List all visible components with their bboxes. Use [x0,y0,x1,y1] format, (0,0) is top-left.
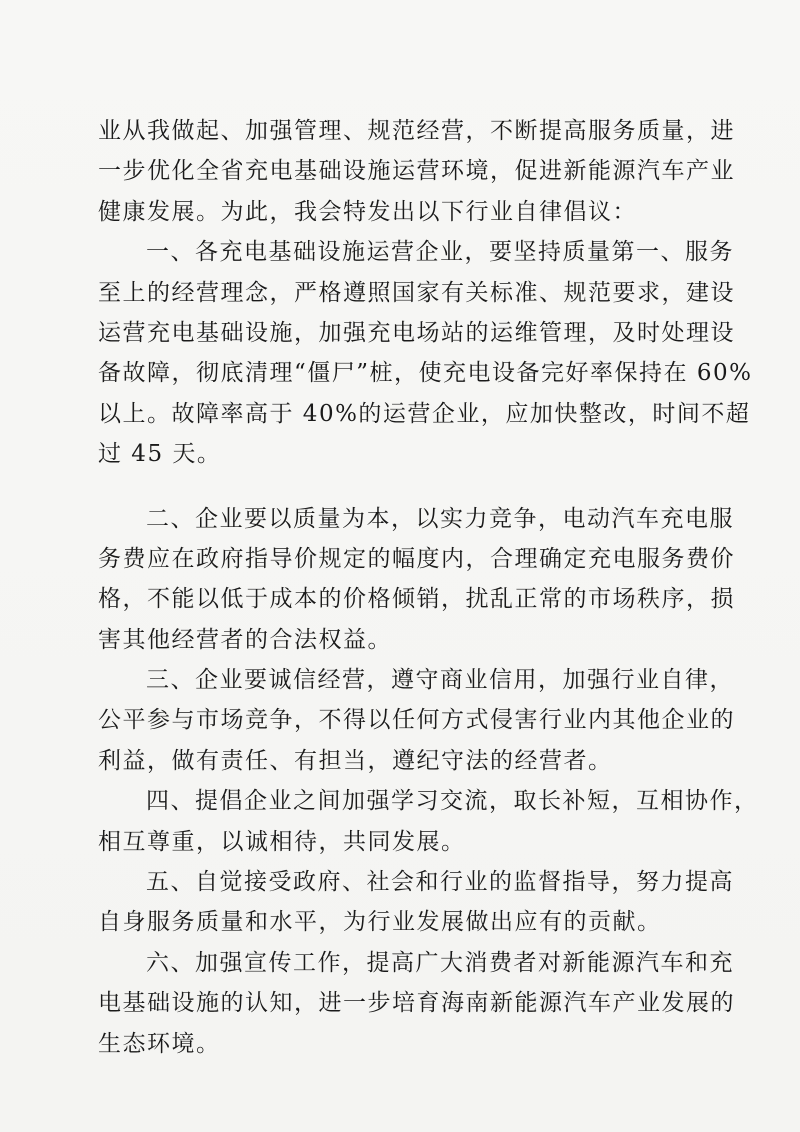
text-line: 一步优化全省充电基础设施运营环境，促进新能源汽车产业 [98,158,735,185]
paragraph-6-start: 六、加强宣传工作，提高广大消费者对新能源汽车和充 [146,949,734,976]
text-line: 公平参与市场竞争，不得以任何方式侵害行业内其他企业的 [98,707,735,734]
text-line: 害其他经营者的合法权益。 [98,626,392,653]
paragraph-gap [98,475,708,499]
text-line: 备故障，彻底清理“僵尸”桩，使充电设备完好率保持在 60% [98,360,753,387]
text-line: 过 45 天。 [98,441,222,468]
text-line: 利益，做有责任、有担当，遵纪守法的经营者。 [98,747,613,774]
text-line: 至上的经营理念，严格遵照国家有关标准、规范要求，建设 [98,279,735,306]
text-line: 自身服务质量和水平，为行业发展做出应有的贡献。 [98,909,662,936]
text-line: 健康发展。为此，我会特发出以下行业自律倡议： [98,198,637,225]
text-line: 生态环境。 [98,1030,221,1057]
paragraph-2-start: 二、企业要以质量为本，以实力竞争，电动汽车充电服 [146,505,734,532]
paragraph-4-start: 四、提倡企业之间加强学习交流，取长补短，互相协作， [146,788,759,815]
text-line: 业从我做起、加强管理、规范经营，不断提高服务质量，进 [98,118,735,144]
text-line: 运营充电基础设施，加强充电场站的运维管理，及时处理设 [98,319,735,346]
paragraph-1-start: 一、各充电基础设施运营企业，要坚持质量第一、服务 [146,239,734,266]
text-line: 以上。故障率高于 40%的运营企业，应加快整改，时间不超 [98,400,751,427]
document-body [98,111,759,1064]
text-line: 电基础设施的认知，进一步培育海南新能源汽车产业发展的 [98,990,735,1017]
text-line: 务费应在政府指导价规定的幅度内，合理确定充电服务费价 [98,545,735,572]
text-line: 相互尊重，以诚相待，共同发展。 [98,828,466,855]
text-line: 格，不能以低于成本的价格倾销，扰乱正常的市场秩序，损 [98,586,735,613]
paragraph-3-start: 三、企业要诚信经营，遵守商业信用，加强行业自律， [146,667,734,694]
paragraph-5-start: 五、自觉接受政府、社会和行业的监督指导，努力提高 [146,869,734,896]
